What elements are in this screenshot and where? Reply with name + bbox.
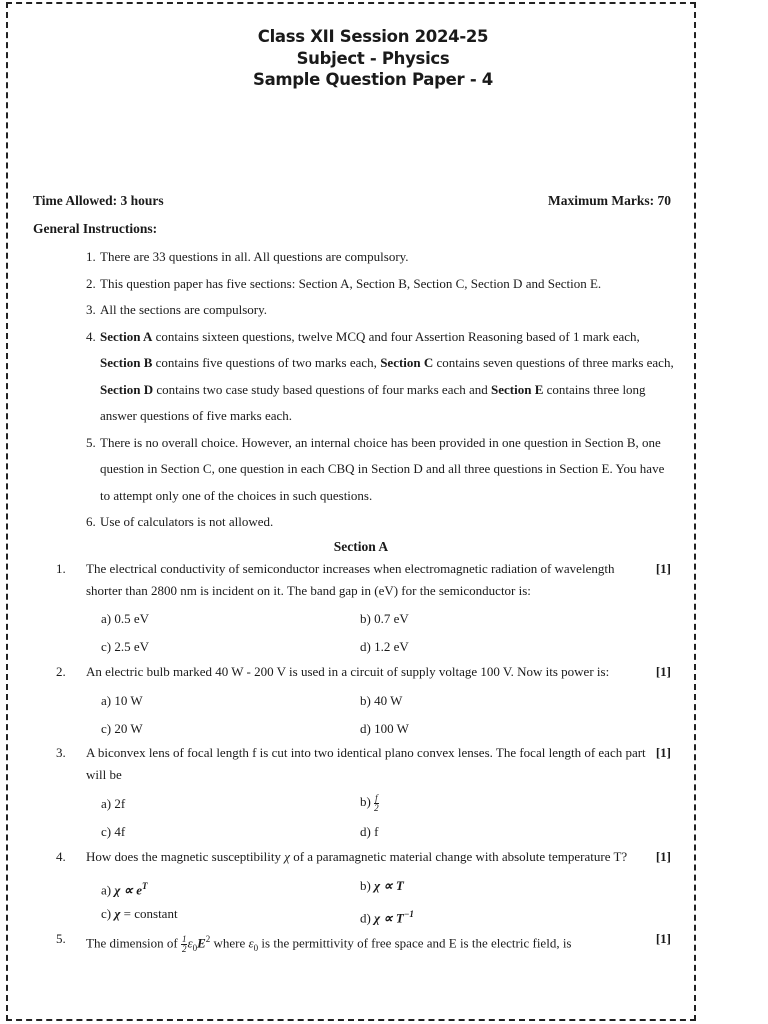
- option-c: c) 20 W: [101, 721, 143, 736]
- paper-meta: [33, 193, 671, 209]
- option-d: d) f: [360, 824, 379, 839]
- option-a: a) 10 W: [101, 693, 143, 708]
- option-b: b) 40 W: [360, 693, 403, 708]
- question-marks: [1]: [655, 745, 671, 760]
- instruction-item: 2. This question paper has five sections: Section A, Section B, Section C, Section D and Section E.: [86, 275, 602, 291]
- instruction-item: 4. Section A contains sixteen questions, twelve MCQ and four Assertion Reasoning based of 1 mark each, Section B contains five questions of two marks each, Section C contains seven questions of three marks each, Section D contains two case study based questions of four marks each and Section E contains three long answer questions of five marks each.: [86, 328, 674, 423]
- option-a: a) $\chi \propto e^T$: [101, 881, 148, 898]
- option-d: d) 100 W: [360, 721, 409, 736]
- question-4: [56, 846, 671, 868]
- question-text: An electric bulb marked 40 W - 200 V is used in a circuit of supply voltage 100 V. Now its power is:: [86, 664, 610, 679]
- option-a: a) 0.5 eV: [101, 611, 150, 626]
- question-3: [56, 742, 671, 786]
- paper-title: Sample Question Paper - 4: [252, 70, 493, 89]
- option-b: b) 0.7 eV: [360, 611, 409, 626]
- question-marks: [1]: [655, 561, 671, 576]
- question-text: A biconvex lens of focal length f is cut into two identical plano convex lenses. The focal length of each part will be: [86, 745, 646, 782]
- question-text: The electrical conductivity of semiconductor increases when electromagnetic radiation of wavelength shorter than 2800 nm is incident on it. The band gap in (eV) for the semiconductor is:: [86, 561, 615, 598]
- class-session-title: Class XII Session 2024-25: [257, 27, 489, 46]
- subject-title: Subject - Physics: [296, 48, 450, 68]
- option-b: b) $\frac{f}{2}$: [360, 792, 379, 813]
- option-d: d) $\chi \propto T^{-1}$: [360, 909, 414, 926]
- general-instructions-heading: General Instructions:: [33, 221, 158, 236]
- fraction: $\frac{f}{2}$: [374, 792, 379, 813]
- fraction: $\frac{1}{2}$: [181, 933, 187, 954]
- option-b: b) χ ∝ T: [360, 878, 404, 893]
- instruction-item: 3. All the sections are compulsory.: [86, 302, 268, 317]
- maximum-marks: Maximum Marks: 70: [548, 193, 671, 208]
- question-text: How does the magnetic susceptibility χ of a paramagnetic material change with absolute temperature T?: [86, 849, 628, 864]
- question-1: [56, 558, 671, 602]
- question-number: 5.: [56, 931, 66, 946]
- option-c: c) 4f: [101, 824, 126, 839]
- question-number: 1.: [56, 561, 66, 576]
- question-number: 4.: [56, 849, 66, 864]
- question-marks: [1]: [655, 849, 671, 864]
- section-a-heading: Section A: [333, 539, 389, 554]
- question-2: [56, 661, 671, 683]
- instructions-list: [82, 244, 674, 536]
- option-c: c) 2.5 eV: [101, 639, 150, 654]
- option-d: d) 1.2 eV: [360, 639, 409, 654]
- option-c: c) χ = constant: [101, 906, 178, 921]
- question-number: 3.: [56, 745, 66, 760]
- instruction-item: 6. Use of calculators is not allowed.: [86, 514, 274, 529]
- question-number: 2.: [56, 664, 66, 679]
- time-allowed: Time Allowed: 3 hours: [33, 193, 164, 208]
- question-5: [56, 928, 671, 959]
- question-text: The dimension of $\frac{1}{2}$ $\varepsilon_0E^2$ where $\varepsilon_0$ is the permittivity of free space and E is the electric field, is: [86, 933, 572, 954]
- question-marks: [1]: [655, 931, 671, 946]
- question-marks: [1]: [655, 664, 671, 679]
- instruction-item: 5. There is no overall choice. However, an internal choice has been provided in one question in Section B, one question in Section C, one question in each CBQ in Section D and all three questions in Section E. You have to attempt only one of the choices in such questions.: [86, 434, 665, 503]
- instruction-item: 1. There are 33 questions in all. All questions are compulsory.: [86, 249, 409, 264]
- option-a: a) 2f: [101, 796, 126, 811]
- paper-header: [0, 26, 746, 91]
